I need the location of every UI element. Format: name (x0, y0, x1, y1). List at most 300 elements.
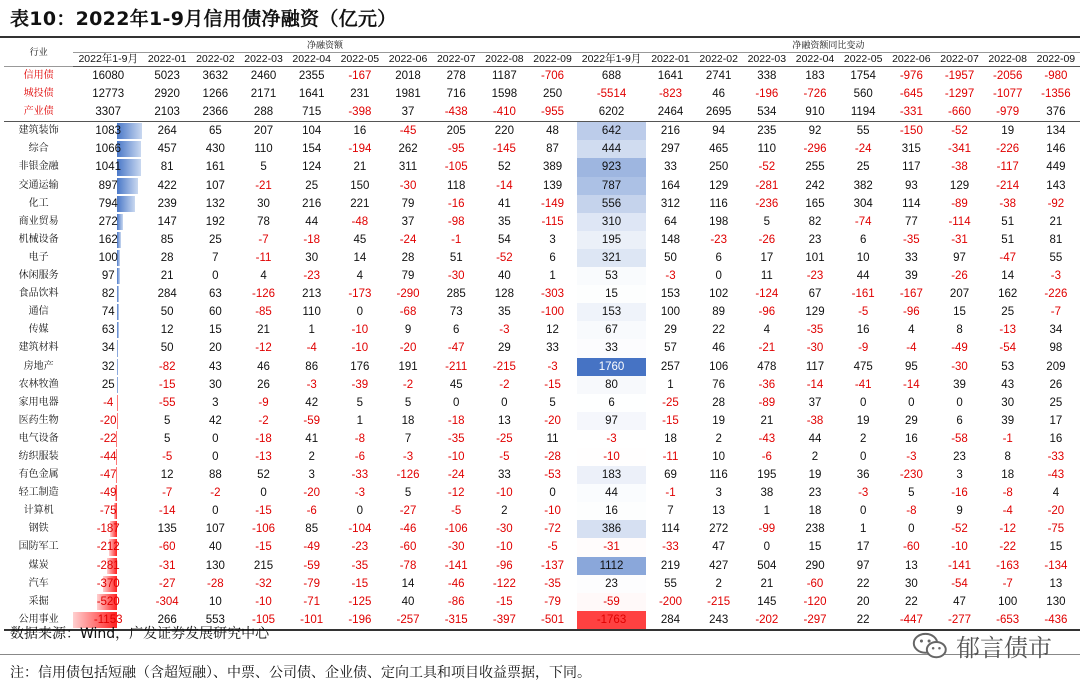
table-cell: 88 (208, 469, 222, 482)
yoy-heat-cell: 195 (577, 231, 647, 249)
table-cell: 22 (712, 324, 726, 337)
table-cell: -27 (399, 505, 417, 518)
table-cell: 51 (1001, 215, 1015, 228)
table-cell: -25 (662, 396, 679, 409)
table-cell: 29 (664, 324, 677, 337)
table-cell: 23 (953, 450, 966, 463)
table-cell: 116 (709, 197, 728, 210)
table-cell: 422 (157, 179, 177, 192)
table-cell: -38 (951, 161, 968, 174)
table-row (4, 67, 1080, 86)
table-cell: -33 (351, 469, 369, 482)
table-cell: 21 (353, 161, 367, 174)
row-label: 公用事业 (4, 611, 73, 630)
column-header-b-8: 2022-08 (984, 53, 1032, 67)
table-cell: -48 (351, 215, 369, 228)
table-cell: 18 (1001, 469, 1015, 482)
table-cell: 4 (260, 270, 267, 283)
row-label: 机械设备 (18, 233, 59, 245)
table-cell: -15 (255, 505, 272, 518)
table-body (4, 67, 1080, 630)
table-cell: -12 (255, 342, 272, 355)
row-label: 传媒 (28, 324, 49, 336)
table-cell: -46 (447, 577, 465, 590)
table-cell: -8 (1002, 487, 1013, 500)
table-cell: -167 (899, 288, 923, 301)
table-cell: 475 (853, 360, 873, 373)
table-cell: 94 (712, 125, 726, 138)
table-cell: -290 (396, 288, 420, 301)
yoy-heat-cell: -1763 (577, 611, 647, 630)
table-cell: -501 (528, 611, 576, 630)
bar-value: -370 (96, 577, 120, 590)
table-cell: 12773 (92, 88, 125, 101)
bar-value: -20 (99, 414, 117, 427)
table-row (4, 484, 1080, 502)
table-cell: -41 (854, 378, 872, 391)
table-cell: 6 (549, 251, 556, 264)
table-cell: -200 (658, 595, 682, 608)
table-cell: -46 (399, 523, 417, 536)
table-cell: 312 (660, 197, 681, 210)
table-row (4, 249, 1080, 267)
table-cell: -79 (303, 577, 320, 590)
table-cell: -59 (303, 414, 320, 427)
table-cell: 30 (257, 197, 270, 210)
table-cell: -653 (984, 611, 1032, 630)
table-cell: 3632 (202, 70, 229, 82)
table-cell: 25 (1001, 306, 1015, 319)
table-cell: -26 (951, 270, 968, 283)
table-row (4, 140, 1080, 158)
table-cell: 0 (859, 450, 867, 463)
table-cell: 288 (239, 103, 287, 122)
table-cell: 4 (908, 324, 915, 337)
title-rule (0, 36, 1080, 38)
table-cell: 192 (205, 215, 225, 228)
table-cell: -35 (447, 432, 465, 445)
yoy-heat-cell: 97 (577, 412, 647, 430)
table-cell: -145 (492, 143, 516, 156)
table-cell: 129 (949, 179, 970, 192)
column-header-a-8: 2022-08 (480, 53, 528, 67)
table-cell: 0 (908, 396, 915, 409)
table-cell: 0 (763, 541, 771, 554)
table-cell: -36 (758, 378, 776, 391)
table-cell: -297 (791, 611, 839, 630)
table-cell: 107 (205, 523, 225, 536)
table-cell: 39 (1001, 414, 1015, 427)
table-cell: -104 (348, 523, 372, 536)
yoy-heat-cell: 153 (577, 303, 647, 321)
table-cell: 1 (859, 523, 867, 536)
net-financing-bar-cell (73, 430, 143, 448)
table-cell: 6 (859, 233, 867, 246)
table-cell: -24 (854, 143, 872, 156)
table-cell: -120 (803, 595, 827, 608)
table-cell: 12 (160, 469, 174, 482)
table-cell: 0 (356, 306, 364, 319)
row-label: 房地产 (23, 360, 54, 372)
table-cell: 205 (446, 125, 466, 138)
table-cell: -35 (544, 577, 561, 590)
table-cell: 16 (1049, 432, 1063, 445)
table-cell: 5 (549, 396, 556, 409)
yoy-heat-cell: 183 (577, 466, 647, 484)
table-cell: -23 (710, 233, 727, 246)
table-cell: 219 (660, 559, 681, 572)
table-cell: -214 (996, 179, 1020, 192)
table-cell: -1077 (992, 88, 1023, 101)
yoy-heat-cell: 53 (577, 267, 647, 285)
table-cell: 17 (1049, 414, 1063, 427)
table-cell: -79 (544, 595, 561, 608)
net-financing-bar-cell (73, 195, 143, 213)
table-cell: -12 (999, 523, 1016, 536)
table-cell: 30 (904, 577, 918, 590)
table-cell: 20 (856, 595, 870, 608)
table-cell: 278 (446, 70, 466, 82)
table-row (4, 303, 1080, 321)
table-cell: 3 (549, 233, 556, 246)
table-cell: -230 (899, 469, 923, 482)
table-cell: -20 (303, 487, 320, 500)
table-cell: 28 (401, 251, 415, 264)
table-cell: 97 (953, 251, 966, 264)
table-cell: 389 (542, 161, 563, 174)
table-cell: -30 (806, 342, 824, 355)
table-cell: 65 (208, 125, 222, 138)
table-cell: 81 (1049, 233, 1063, 246)
table-cell: 235 (757, 125, 777, 138)
table-cell: 2 (859, 432, 867, 445)
table-cell: 14 (401, 577, 415, 590)
table-cell: 8 (1004, 450, 1011, 463)
table-cell: -74 (854, 215, 872, 228)
table-cell: 35 (497, 306, 511, 319)
table-cell: 0 (212, 505, 219, 518)
net-financing-bar-cell (73, 466, 143, 484)
table-cell: 0 (212, 450, 219, 463)
table-cell: -976 (899, 70, 923, 82)
table-cell: 98 (1049, 342, 1063, 355)
table-cell: 430 (205, 143, 225, 156)
table-cell: 215 (253, 559, 274, 572)
table-cell: 0 (859, 396, 867, 409)
table-cell: 0 (501, 396, 508, 409)
table-cell: 239 (157, 197, 177, 210)
table-cell: 16080 (92, 70, 125, 82)
table-cell: -18 (447, 414, 465, 427)
table-cell: 3 (715, 487, 722, 500)
table-cell: -236 (755, 197, 779, 210)
table-cell: -281 (755, 179, 779, 192)
table-cell: 154 (302, 143, 322, 156)
row-label: 电子 (28, 251, 49, 263)
table-cell: -6 (306, 505, 317, 518)
column-header-a-3: 2022-03 (239, 53, 287, 67)
row-label: 农林牧渔 (18, 378, 59, 390)
row-label: 煤炭 (28, 559, 49, 571)
table-cell: -3 (354, 487, 365, 500)
bar-value: -47 (99, 469, 117, 482)
table-cell: -72 (544, 523, 561, 536)
table-cell: 284 (157, 288, 177, 301)
table-cell: 1 (308, 324, 315, 337)
row-label: 食品饮料 (18, 288, 59, 300)
table-cell: -6 (761, 450, 772, 463)
table-cell: -23 (806, 270, 824, 283)
table-cell: 715 (288, 103, 336, 122)
table-cell: 15 (953, 306, 966, 319)
table-cell: -1 (1002, 432, 1013, 445)
table-cell: 2171 (250, 88, 277, 101)
table-cell: 1641 (298, 88, 325, 101)
table-cell: 86 (305, 360, 319, 373)
table-cell: 264 (157, 125, 177, 138)
table-cell: -7 (1050, 306, 1061, 319)
column-header-a-2: 2022-02 (191, 53, 239, 67)
table-cell: 50 (160, 342, 174, 355)
table-cell: 44 (856, 270, 870, 283)
column-header-b-5: 2022-05 (839, 53, 887, 67)
table-cell: 76 (712, 378, 726, 391)
table-row (4, 231, 1080, 249)
table-cell: 7 (404, 432, 412, 445)
table-cell: 2 (811, 450, 819, 463)
table-cell: -31 (158, 559, 176, 572)
table-cell: 89 (712, 306, 726, 319)
table-cell: 44 (305, 215, 319, 228)
table-cell: 47 (953, 595, 966, 608)
table-cell: -5514 (596, 88, 627, 101)
table-cell: 63 (208, 288, 222, 301)
table-cell: 135 (157, 523, 177, 536)
table-cell: -35 (806, 324, 824, 337)
table-cell: 4 (356, 270, 364, 283)
table-cell: 2103 (143, 103, 191, 122)
table-cell: 0 (356, 505, 364, 518)
table-row (4, 177, 1080, 195)
table-cell: -141 (948, 559, 972, 572)
table-cell: 52 (257, 469, 270, 482)
table-cell: 11 (760, 270, 773, 283)
table-cell: -16 (447, 197, 465, 210)
table-cell: 0 (453, 396, 460, 409)
table-cell: 478 (757, 360, 777, 373)
column-header-b-0: 2022年1-9月 (577, 53, 647, 67)
table-cell: 128 (494, 288, 514, 301)
table-cell: 40 (497, 270, 511, 283)
table-cell: -163 (996, 559, 1020, 572)
row-label: 非银金融 (18, 161, 59, 173)
bar-value: 34 (101, 342, 115, 355)
table-cell: 6 (956, 414, 963, 427)
table-cell: -96 (758, 306, 776, 319)
table-cell: -823 (658, 88, 682, 101)
table-cell: 51 (1001, 233, 1015, 246)
bar-value: 1041 (95, 161, 121, 174)
table-cell: -9 (258, 396, 269, 409)
table-cell: -5 (858, 306, 869, 319)
table-cell: 148 (660, 233, 681, 246)
table-cell: 297 (660, 143, 681, 156)
table-cell: 376 (1032, 103, 1080, 122)
net-financing-bar-cell (73, 376, 143, 394)
table-cell: 209 (1046, 360, 1066, 373)
table-cell: 284 (646, 611, 694, 630)
table-cell: 43 (1001, 378, 1015, 391)
table-cell: 216 (660, 125, 681, 138)
table-cell: -59 (303, 559, 320, 572)
table-cell: 25 (208, 233, 222, 246)
table-cell: -105 (239, 611, 287, 630)
table-cell: -18 (255, 432, 272, 445)
table-row (4, 394, 1080, 412)
table-cell: 504 (757, 559, 777, 572)
table-cell: 311 (398, 161, 418, 174)
table-cell: 1194 (839, 103, 887, 122)
table-cell: -196 (336, 611, 384, 630)
table-cell: 28 (712, 396, 726, 409)
table-cell: 44 (808, 432, 822, 445)
table-cell: 153 (660, 288, 681, 301)
net-financing-bar-cell (73, 575, 143, 593)
net-financing-bar-cell (73, 213, 143, 231)
table-cell: -28 (207, 577, 224, 590)
table-cell: 92 (808, 125, 822, 138)
table-cell: -78 (399, 559, 417, 572)
table-cell: 130 (205, 559, 225, 572)
table-cell: -96 (496, 559, 513, 572)
column-header-row (4, 53, 1080, 67)
table-cell: -54 (999, 342, 1016, 355)
table-cell: 37 (808, 396, 822, 409)
table-cell: -47 (999, 251, 1016, 264)
table-cell: 16 (904, 432, 918, 445)
table-cell: -49 (303, 541, 320, 554)
table-cell: -14 (806, 378, 824, 391)
table-cell: 21 (1049, 215, 1063, 228)
table-cell: 285 (446, 288, 466, 301)
table-cell: -105 (444, 161, 468, 174)
table-cell: -125 (348, 595, 372, 608)
table-row (4, 466, 1080, 484)
table-cell: 382 (853, 179, 873, 192)
table-cell: 17 (856, 541, 870, 554)
table-cell: 73 (449, 306, 463, 319)
table-cell: 1266 (202, 88, 229, 101)
table-cell: 3 (212, 396, 219, 409)
table-cell: 25 (856, 161, 870, 174)
table-cell: 33 (546, 342, 559, 355)
yoy-heat-cell: 16 (577, 502, 647, 520)
table-cell: 2 (715, 577, 722, 590)
table-cell: 55 (1049, 251, 1063, 264)
table-cell: -447 (887, 611, 935, 630)
table-cell: -45 (399, 125, 417, 138)
table-cell: 57 (664, 342, 677, 355)
table-cell: -38 (999, 197, 1016, 210)
table-cell: 18 (401, 414, 415, 427)
table-cell: 19 (856, 414, 870, 427)
table-cell: 338 (757, 70, 777, 82)
table-cell: 19 (808, 469, 822, 482)
table-row (4, 448, 1080, 466)
table-cell: -726 (803, 88, 827, 101)
row-label: 建筑材料 (18, 342, 59, 354)
row-label: 汽车 (28, 577, 49, 589)
table-cell: -980 (1044, 70, 1068, 82)
table-cell: -410 (480, 103, 528, 122)
yoy-heat-cell: 310 (577, 213, 647, 231)
table-cell: 2695 (695, 103, 743, 122)
table-cell: 145 (757, 595, 777, 608)
bar-value: -212 (96, 541, 120, 554)
table-cell: 716 (446, 88, 466, 101)
table-cell: -167 (348, 70, 372, 82)
table-cell: -122 (492, 577, 516, 590)
row-label: 有色金属 (18, 469, 59, 481)
table-cell: 2460 (250, 70, 277, 82)
table-cell: 45 (449, 378, 463, 391)
table-cell: -28 (544, 450, 561, 463)
table-cell: 290 (805, 559, 825, 572)
table-cell: 77 (904, 215, 918, 228)
table-cell: -137 (541, 559, 565, 572)
table-cell: 2 (501, 505, 508, 518)
table-cell: 13 (497, 414, 511, 427)
net-financing-bar-cell (73, 339, 143, 357)
table-cell: 50 (160, 306, 174, 319)
table-cell: 449 (1046, 161, 1066, 174)
table-cell: 107 (205, 179, 225, 192)
source-note: 数据来源：Wind，广发证券发展研究中心 (10, 626, 270, 642)
yoy-heat-cell: -31 (577, 538, 647, 556)
table-cell: 9 (404, 324, 412, 337)
row-label: 轻工制造 (18, 487, 59, 499)
row-label: 商业贸易 (18, 215, 59, 227)
table-cell: -150 (899, 125, 923, 138)
row-label: 国防军工 (18, 541, 59, 553)
table-cell: -645 (899, 88, 923, 101)
table-cell: 85 (305, 523, 319, 536)
table-cell: 5023 (154, 70, 180, 82)
table-cell: -106 (444, 523, 468, 536)
net-financing-bar-cell (73, 177, 143, 195)
table-cell: 213 (302, 288, 322, 301)
table-cell: 97 (856, 559, 870, 572)
net-financing-bar-cell (73, 520, 143, 538)
table-cell: -161 (851, 288, 875, 301)
table-cell: 4 (763, 324, 771, 337)
table-cell: 5 (356, 396, 364, 409)
table-cell: 1187 (492, 70, 517, 82)
table-cell: 64 (664, 215, 677, 228)
table-cell: -196 (755, 88, 779, 101)
table-row (4, 538, 1080, 556)
table-cell: 23 (808, 487, 822, 500)
table-cell: 231 (350, 88, 370, 101)
table-cell: 134 (1046, 125, 1066, 138)
bar-value: -44 (99, 450, 117, 463)
table-cell: -303 (541, 288, 565, 301)
net-financing-bar-cell (73, 122, 143, 141)
table-cell: 132 (205, 197, 225, 210)
table-cell: -30 (447, 270, 465, 283)
yoy-heat-cell: 444 (577, 140, 647, 158)
table-cell: -26 (758, 233, 776, 246)
